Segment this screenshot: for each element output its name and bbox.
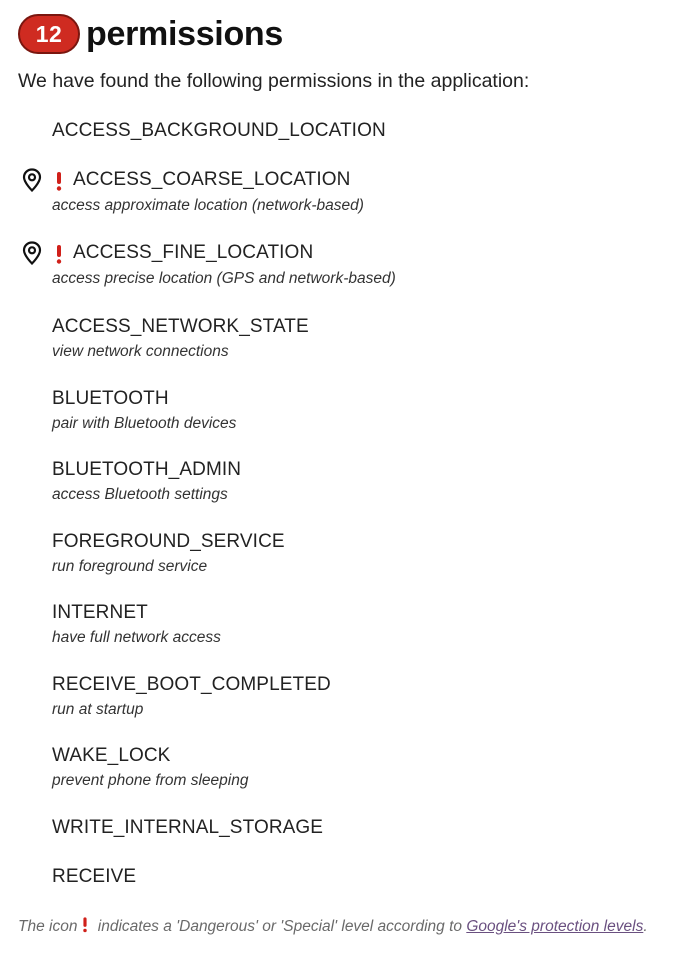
header xyxy=(18,14,283,54)
permission-name: FOREGROUND_SERVICE xyxy=(52,531,285,552)
permission-description: view network connections xyxy=(52,343,229,360)
permission-name: BLUETOOTH_ADMIN xyxy=(52,459,242,480)
permission-description: access Bluetooth settings xyxy=(52,486,228,503)
intro-text: We have found the following permissions in the application: xyxy=(18,70,530,92)
location-pin-icon xyxy=(22,241,42,265)
permission-name: WAKE_LOCK xyxy=(52,745,171,766)
permission-name: ACCESS_FINE_LOCATION xyxy=(73,242,314,263)
permission-name: RECEIVE xyxy=(52,866,137,887)
permission-description: run at startup xyxy=(52,701,144,718)
permission-description: access precise location (GPS and network-based) xyxy=(52,270,396,287)
danger-exclamation-icon xyxy=(52,169,66,193)
danger-exclamation-icon xyxy=(79,915,91,934)
permission-name: INTERNET xyxy=(52,602,148,623)
permission-name: RECEIVE_BOOT_COMPLETED xyxy=(52,674,331,695)
permission-name: ACCESS_BACKGROUND_LOCATION xyxy=(52,120,386,141)
protection-levels-link[interactable]: Google's protection levels xyxy=(466,918,644,935)
permission-name: ACCESS_NETWORK_STATE xyxy=(52,316,309,337)
permission-description: have full network access xyxy=(52,629,221,646)
footnote-prefix: The icon xyxy=(18,918,78,935)
legend-footnote xyxy=(18,915,648,936)
footnote-text: indicates a 'Dangerous' or 'Special' level according to xyxy=(93,918,467,935)
permission-count-badge: 12 xyxy=(18,14,80,54)
permission-description: prevent phone from sleeping xyxy=(52,772,249,789)
permission-name: WRITE_INTERNAL_STORAGE xyxy=(52,817,324,838)
page-title: permissions xyxy=(86,14,283,53)
footnote-suffix: . xyxy=(643,918,648,935)
permission-name: ACCESS_COARSE_LOCATION xyxy=(73,169,351,190)
permission-name: BLUETOOTH xyxy=(52,388,169,409)
danger-exclamation-icon xyxy=(52,242,66,266)
permission-description: run foreground service xyxy=(52,558,208,575)
permission-description: pair with Bluetooth devices xyxy=(52,415,237,432)
location-pin-icon xyxy=(22,168,42,192)
permission-description: access approximate location (network-based) xyxy=(52,197,364,214)
